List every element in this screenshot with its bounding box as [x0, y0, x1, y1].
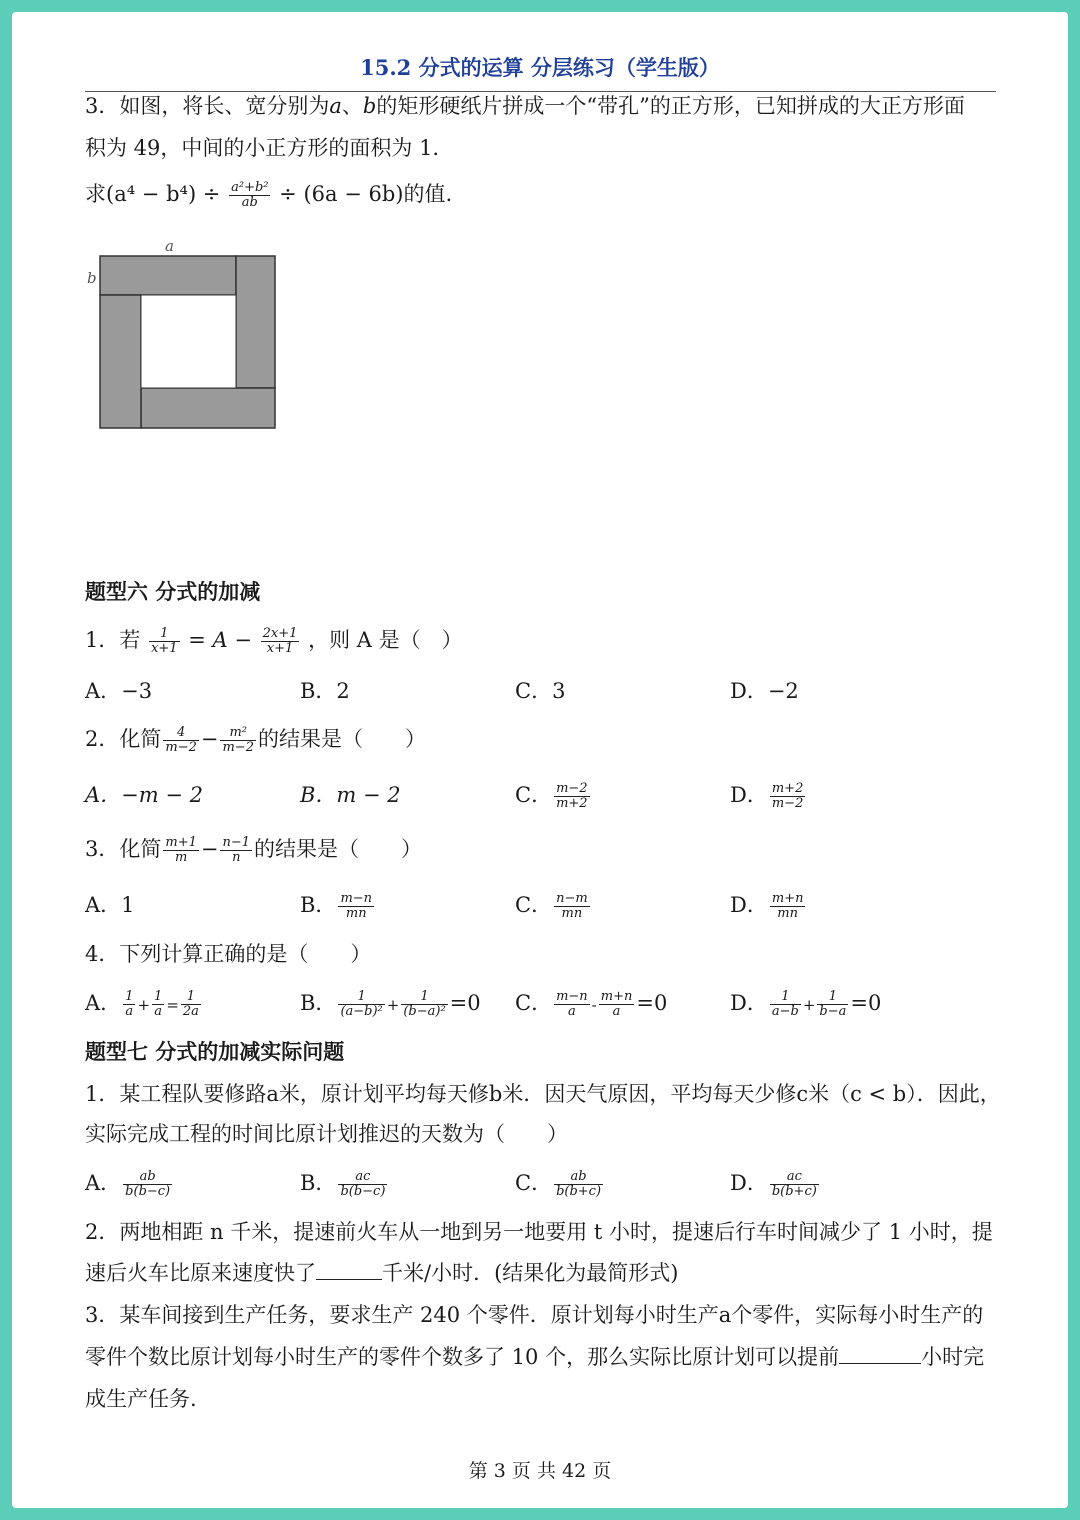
s7-q1-option-a: A． $\frac{ab}{b(b-c)}$: [85, 1169, 171, 1199]
answer-blank[interactable]: [316, 1261, 382, 1280]
fraction: $\frac{2x+1}{x+1}$: [262, 626, 298, 656]
fraction: $\frac{1}{a}$: [154, 989, 163, 1019]
fraction: $\frac{ab}{b(b+c)}$: [556, 1169, 602, 1199]
s7-q3-line3: 成生产任务.: [85, 1387, 197, 1411]
fraction: $\frac{m-2}{m+2}$: [556, 781, 588, 811]
s6-q4-option-a: A． $\frac{1}{a}$ + $\frac{1}{a}$ = $\frac{1}{2a}$: [85, 989, 199, 1019]
s6-q1-option-a: A．−3: [85, 679, 153, 703]
fraction: $\frac{\text{m²}}{m-2}$: [222, 725, 254, 755]
q3-line2: 积为 49，中间的小正方形的面积为 1.: [85, 136, 440, 160]
section6-title: 题型六 分式的加减: [85, 579, 261, 604]
fraction: $\frac{ac}{b(b+c)}$: [771, 1169, 817, 1199]
fraction: $\frac{ab}{b(b-c)}$: [125, 1169, 171, 1199]
s6-q1: 1．若 $\frac{1}{x+1}$ = A − $\frac{2x+1}{x+1}$ ，则 A 是（ ）: [85, 626, 463, 656]
rectangle-figure: [86, 236, 286, 436]
s7-q3-line1: 3．某车间接到生产任务，要求生产 240 个零件．原计划每小时生产a个零件，实际每小时生产的: [85, 1303, 984, 1327]
s6-q4-option-b: B． $\frac{1}{\text{(a−b)²}}$ + $\frac{1}{\text{(b−a)²}}$ =0: [300, 989, 481, 1019]
s6-q1-option-c: C．3: [515, 679, 566, 703]
s6-q2-option-b: B．m − 2: [300, 783, 401, 807]
fraction: $\frac{1}{x+1}$: [151, 626, 178, 656]
rect-right: [236, 256, 275, 388]
label-a: a: [165, 237, 174, 255]
rect-top: [100, 256, 236, 295]
s7-q1-option-b: B． $\frac{ac}{b(b-c)}$: [300, 1169, 386, 1199]
s6-q4-option-d: D． $\frac{1}{a-b}$ + $\frac{1}{b-a}$ =0: [730, 989, 882, 1019]
rect-left: [100, 295, 141, 428]
s6-q4: 4．下列计算正确的是（ ）: [85, 942, 372, 966]
s6-q3-option-c: C． $\frac{n-m}{mn}$: [515, 891, 588, 921]
fraction: $\frac{4}{m-2}$: [165, 725, 197, 755]
fraction: $\frac{m+2}{m-2}$: [771, 781, 804, 811]
s6-q2-option-d: D． $\frac{m+2}{m-2}$: [730, 781, 804, 811]
s6-q2: 2．化简 $\frac{4}{m-2}$ − $\frac{\text{m²}}{m-2}$ 的结果是（ ）: [85, 725, 426, 755]
inner-square: [141, 295, 236, 388]
s7-q2-line1: 2．两地相距 n 千米，提速前火车从一地到另一地要用 t 小时，提速后行车时间减少了 1 小时，提: [85, 1220, 993, 1244]
s6-q3: 3．化简 $\frac{m+1}{m}$ − $\frac{n-1}{n}$ 的结果是（ ）: [85, 835, 423, 865]
s7-q1-line1: 1．某工程队要修路a米，原计划平均每天修b米．因天气原因，平均每天少修c米（c < b）．因此，: [85, 1082, 1001, 1106]
s7-q1-line2: 实际完成工程的时间比原计划推迟的天数为（ ）: [85, 1122, 568, 1146]
fraction: $\frac{1}{b-a}$: [819, 989, 847, 1019]
fraction: $\frac{m+1}{m}$: [165, 835, 197, 865]
fraction: $\frac{m+n}{a}$: [600, 989, 633, 1019]
s6-q3-option-b: B． $\frac{m-n}{mn}$: [300, 891, 373, 921]
s7-q2-line2: 速后火车比原来速度快了 千米/小时．(结果化为最简形式): [85, 1261, 679, 1285]
q3-expression: 求(a⁴ − b⁴) ÷ $\frac{\text{a²+b²}}{ab}$ ÷ (6a − 6b)的值.: [85, 180, 453, 210]
s7-q1-option-c: C． $\frac{ab}{b(b+c)}$: [515, 1169, 602, 1199]
fraction: $\frac{m+n}{mn}$: [771, 891, 804, 921]
fraction: $\frac{m-n}{mn}$: [340, 891, 373, 921]
s6-q3-option-a: A．1: [85, 893, 135, 917]
document-page: [12, 12, 1068, 1508]
page-footer: 第 3 页 共 42 页: [468, 1460, 612, 1482]
s7-q3-line2: 零件个数比原计划每小时生产的零件个数多了 10 个，那么实际比原计划可以提前 小时完: [85, 1345, 985, 1369]
page-title: 15.2 分式的运算 分层练习（学生版）: [360, 55, 720, 80]
s6-q4-option-c: C． $\frac{m-n}{a}$ - $\frac{m+n}{a}$ =0: [515, 989, 668, 1019]
s6-q1-option-d: D．−2: [730, 679, 799, 703]
s6-q1-option-b: B．2: [300, 679, 350, 703]
section7-title: 题型七 分式的加减实际问题: [85, 1039, 345, 1064]
answer-blank[interactable]: [839, 1345, 921, 1364]
s6-q2-option-a: A．−m − 2: [85, 783, 203, 807]
fraction: $\frac{1}{a}$: [125, 989, 134, 1019]
fraction: $\frac{1}{\text{(b−a)²}}$: [403, 989, 446, 1019]
fraction: $\frac{ac}{b(b-c)}$: [340, 1169, 386, 1199]
fraction: $\frac{\text{a²+b²}}{ab}$: [231, 180, 269, 210]
fraction: $\frac{1}{2a}$: [182, 989, 199, 1019]
fraction: $\frac{1}{a-b}$: [771, 989, 799, 1019]
s6-q3-option-d: D． $\frac{m+n}{mn}$: [730, 891, 804, 921]
rect-bottom: [141, 388, 275, 428]
q3-line1: 3．如图，将长、宽分别为a、b的矩形硬纸片拼成一个“带孔”的正方形，已知拼成的大正方形面: [85, 94, 965, 118]
label-b: b: [87, 269, 97, 287]
fraction: $\frac{m-n}{a}$: [556, 989, 588, 1019]
fraction: $\frac{1}{\text{(a−b)²}}$: [340, 989, 383, 1019]
fraction: $\frac{n-m}{mn}$: [556, 891, 588, 921]
s7-q1-option-d: D． $\frac{ac}{b(b+c)}$: [730, 1169, 817, 1199]
fraction: $\frac{n-1}{n}$: [222, 835, 251, 865]
s6-q2-option-c: C． $\frac{m-2}{m+2}$: [515, 781, 588, 811]
